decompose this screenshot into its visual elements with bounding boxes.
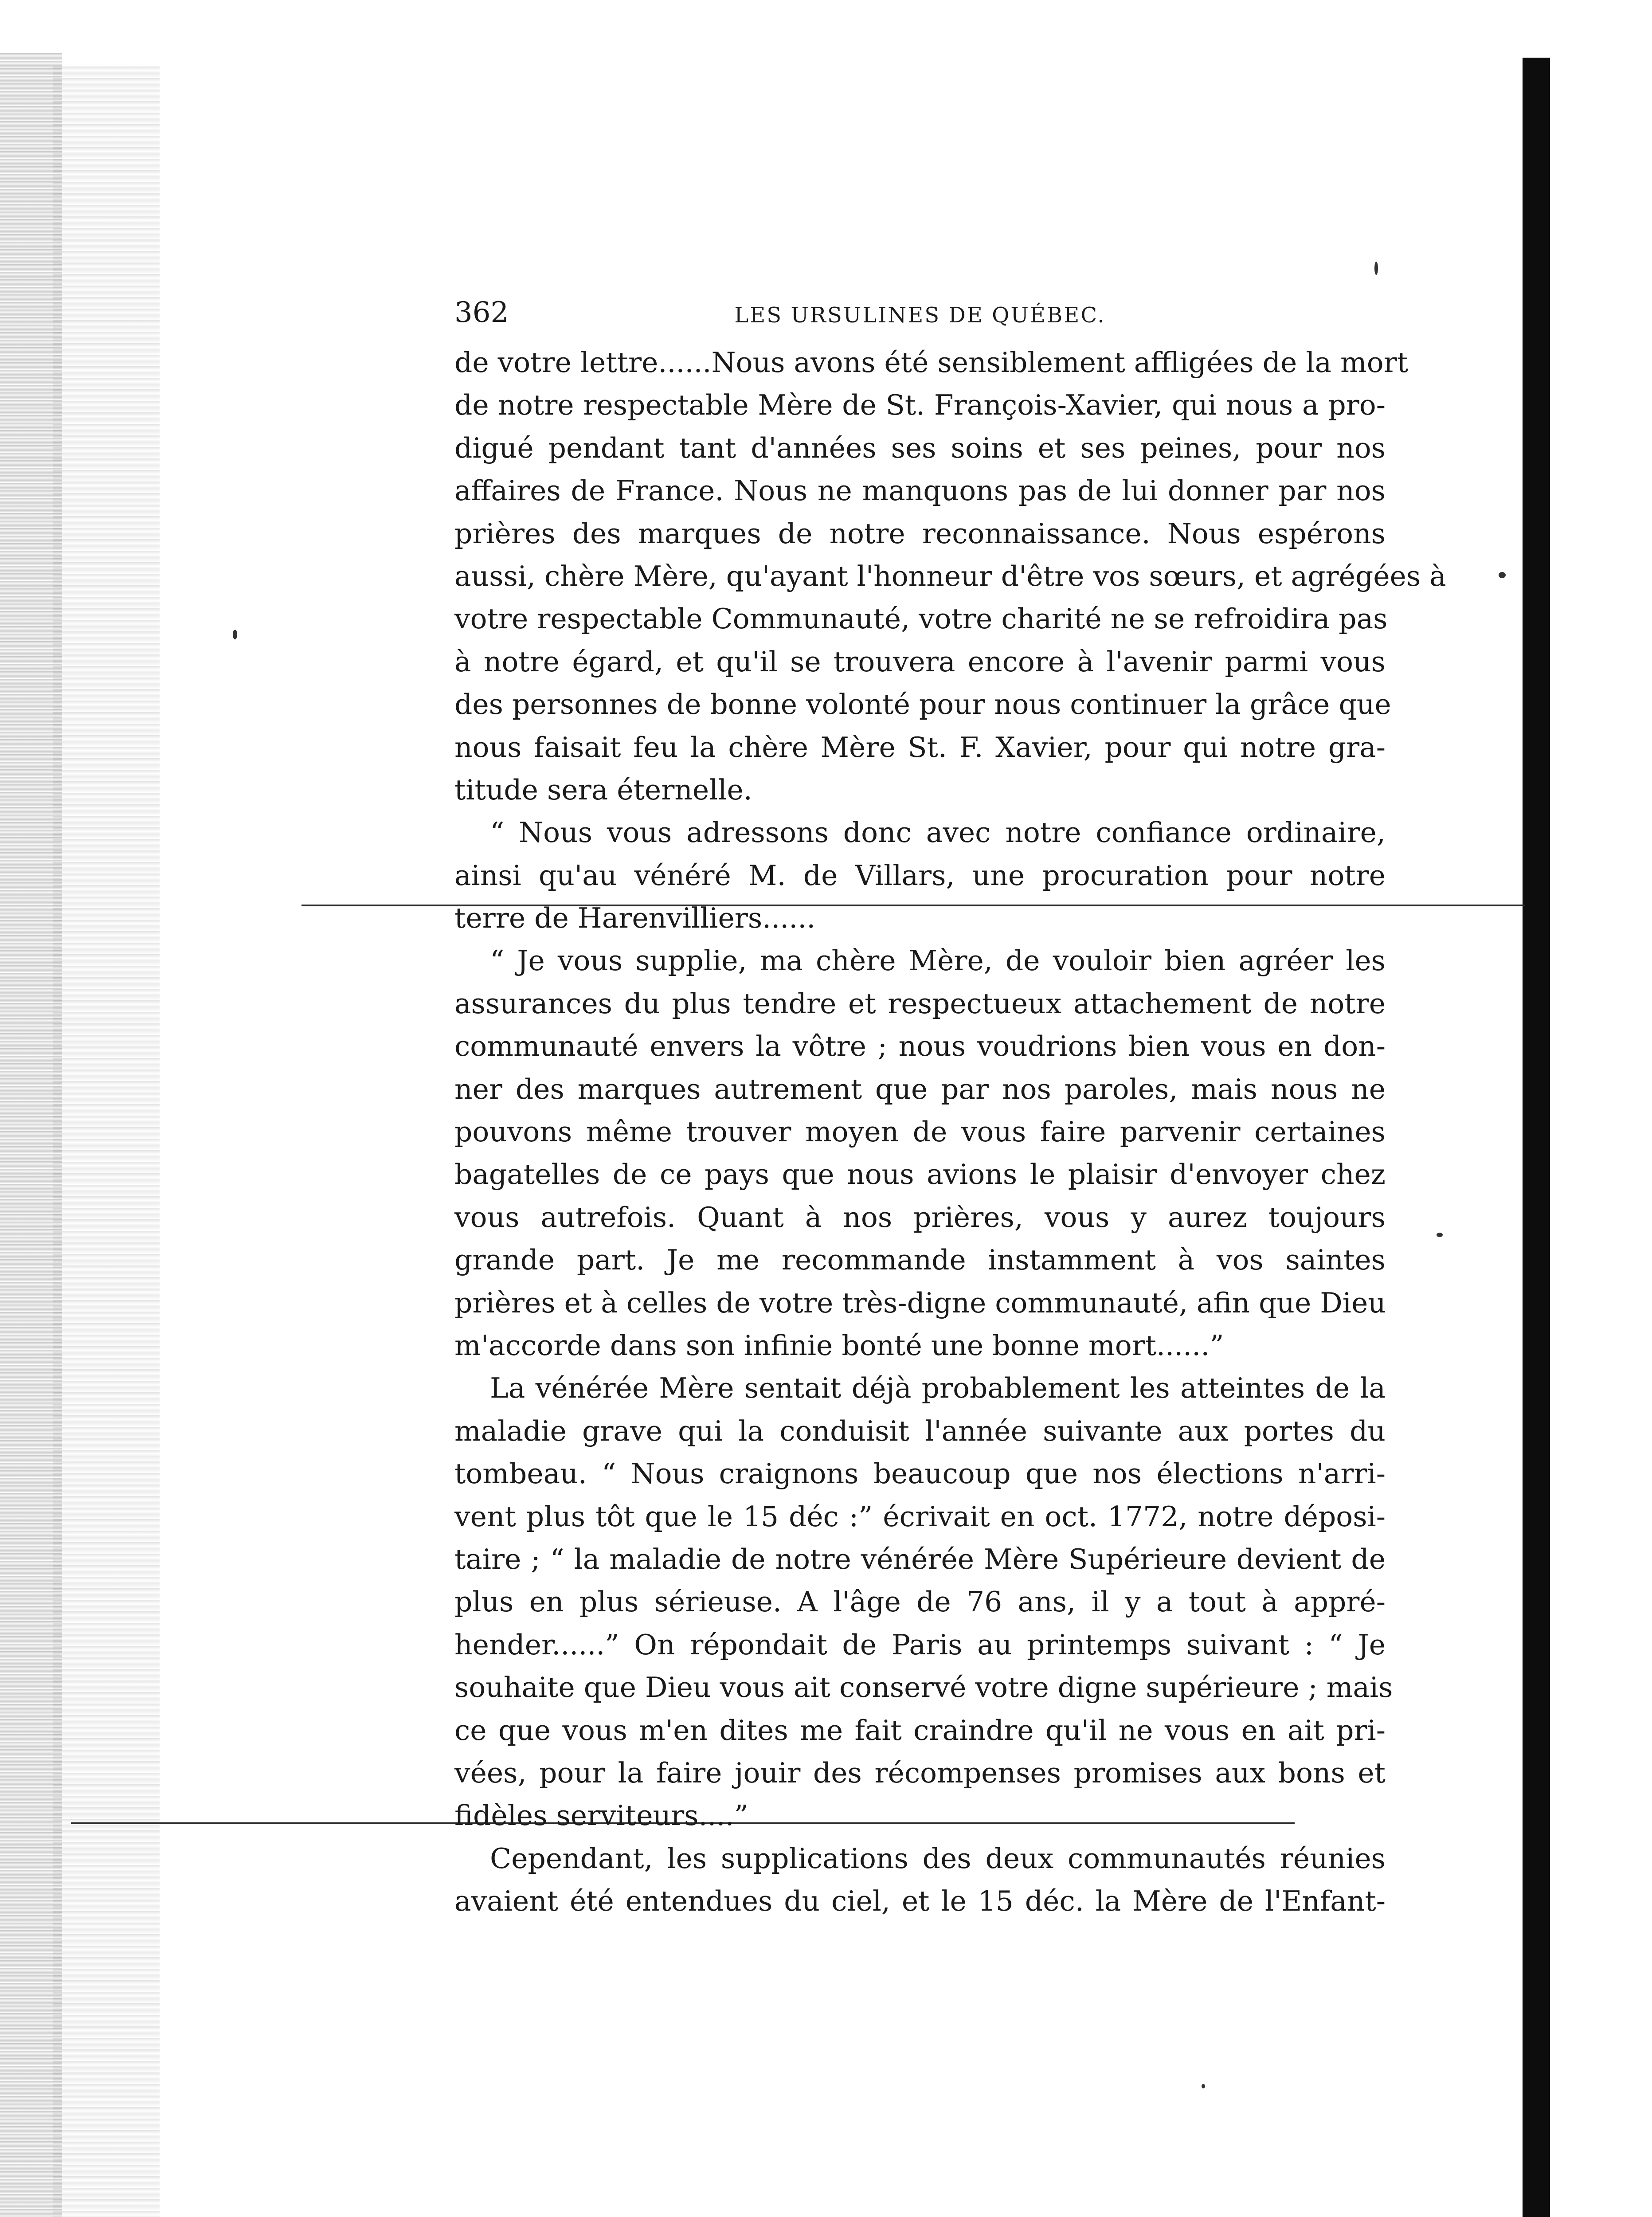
text-line: votre respectable Communauté, votre charité ne se refroidira pas [454, 603, 1388, 635]
text-line: tombeau. “ Nous craignons beaucoup que nos élections n'arri- [454, 1457, 1386, 1490]
text-line: de notre respectable Mère de St. François-Xavier, qui nous a pro- [454, 389, 1386, 422]
page-number: 362 [454, 296, 509, 329]
text-line: de votre lettre......Nous avons été sensiblement affligées de la mort [454, 346, 1409, 379]
body-text [454, 341, 1446, 1923]
text-line: souhaite que Dieu vous ait conservé votre digne supérieure ; mais [454, 1671, 1393, 1704]
text-line: maladie grave qui la conduisit l'année suivante aux portes du [454, 1414, 1386, 1447]
text-line: plus en plus sérieuse. A l'âge de 76 ans, il y a tout à appré- [454, 1586, 1386, 1618]
scan-speck [1202, 2084, 1205, 2088]
text-line: “ Nous vous adressons donc avec notre confiance ordinaire, [490, 816, 1386, 849]
text-line: “ Je vous supplie, ma chère Mère, de vouloir bien agréer les [490, 944, 1386, 977]
text-line: aussi, chère Mère, qu'ayant l'honneur d'être vos sœurs, et agrégées à [454, 560, 1446, 592]
text-line: Cependant, les supplications des deux communautés réunies [490, 1842, 1386, 1875]
running-title: LES URSULINES DE QUÉBEC. [734, 303, 1106, 328]
text-line: bagatelles de ce pays que nous avions le plaisir d'envoyer chez [454, 1158, 1386, 1191]
text-line: pouvons même trouver moyen de vous faire parvenir certaines [454, 1116, 1386, 1148]
text-line: vées, pour la faire jouir des récompenses promises aux bons et [454, 1756, 1386, 1789]
scan-speck [233, 630, 237, 639]
text-line: grande part. Je me recommande instamment à vos saintes [454, 1244, 1386, 1277]
running-head [454, 293, 1386, 341]
text-line: vous autrefois. Quant à nos prières, vous y aurez toujours [454, 1201, 1386, 1234]
text-line: des personnes de bonne volonté pour nous continuer la grâce que [454, 688, 1391, 721]
text-line: à notre égard, et qu'il se trouvera encore à l'avenir parmi vous [454, 645, 1386, 678]
text-line: hender......” On répondait de Paris au printemps suivant : “ Je [454, 1628, 1386, 1661]
scan-speck [1374, 262, 1378, 275]
text-line: affaires de France. Nous ne manquons pas de lui donner par nos [454, 474, 1386, 507]
text-line: ce que vous m'en dites me fait craindre qu'il ne vous en ait pri- [454, 1714, 1386, 1747]
text-line: digué pendant tant d'années ses soins et ses peines, pour nos [454, 431, 1386, 464]
text-line: titude sera éternelle. [454, 773, 752, 806]
text-line: assurances du plus tendre et respectueux attachement de notre [454, 987, 1386, 1020]
book-page [454, 293, 1446, 1923]
text-line: terre de Harenvilliers...... [454, 902, 816, 935]
scan-right-edge-bar [1523, 58, 1550, 2217]
text-line: nous faisait feu la chère Mère St. F. Xavier, pour qui notre gra- [454, 731, 1386, 764]
text-line: fidèles serviteurs....” [454, 1799, 748, 1832]
text-line: taire ; “ la maladie de notre vénérée Mère Supérieure devient de [454, 1543, 1386, 1575]
text-line: ner des marques autrement que par nos paroles, mais nous ne [454, 1073, 1386, 1105]
text-line: ainsi qu'au vénéré M. de Villars, une procuration pour notre [454, 859, 1386, 892]
scan-left-margin-texture [53, 67, 160, 2217]
scan-speck [1437, 1233, 1443, 1237]
scan-speck [1499, 572, 1506, 578]
text-line: communauté envers la vôtre ; nous voudrions bien vous en don- [454, 1030, 1386, 1063]
text-line: La vénérée Mère sentait déjà probablement les atteintes de la [490, 1372, 1386, 1405]
text-line: prières des marques de notre reconnaissance. Nous espérons [454, 517, 1386, 550]
text-line: vent plus tôt que le 15 déc :” écrivait en oct. 1772, notre déposi- [454, 1500, 1386, 1533]
text-line: prières et à celles de votre très-digne communauté, afin que Dieu [454, 1286, 1386, 1319]
text-line: avaient été entendues du ciel, et le 15 déc. la Mère de l'Enfant- [454, 1885, 1386, 1918]
scan-left-margin-shadow [0, 53, 62, 2217]
text-line: m'accorde dans son infinie bonté une bonne mort......” [454, 1329, 1224, 1362]
